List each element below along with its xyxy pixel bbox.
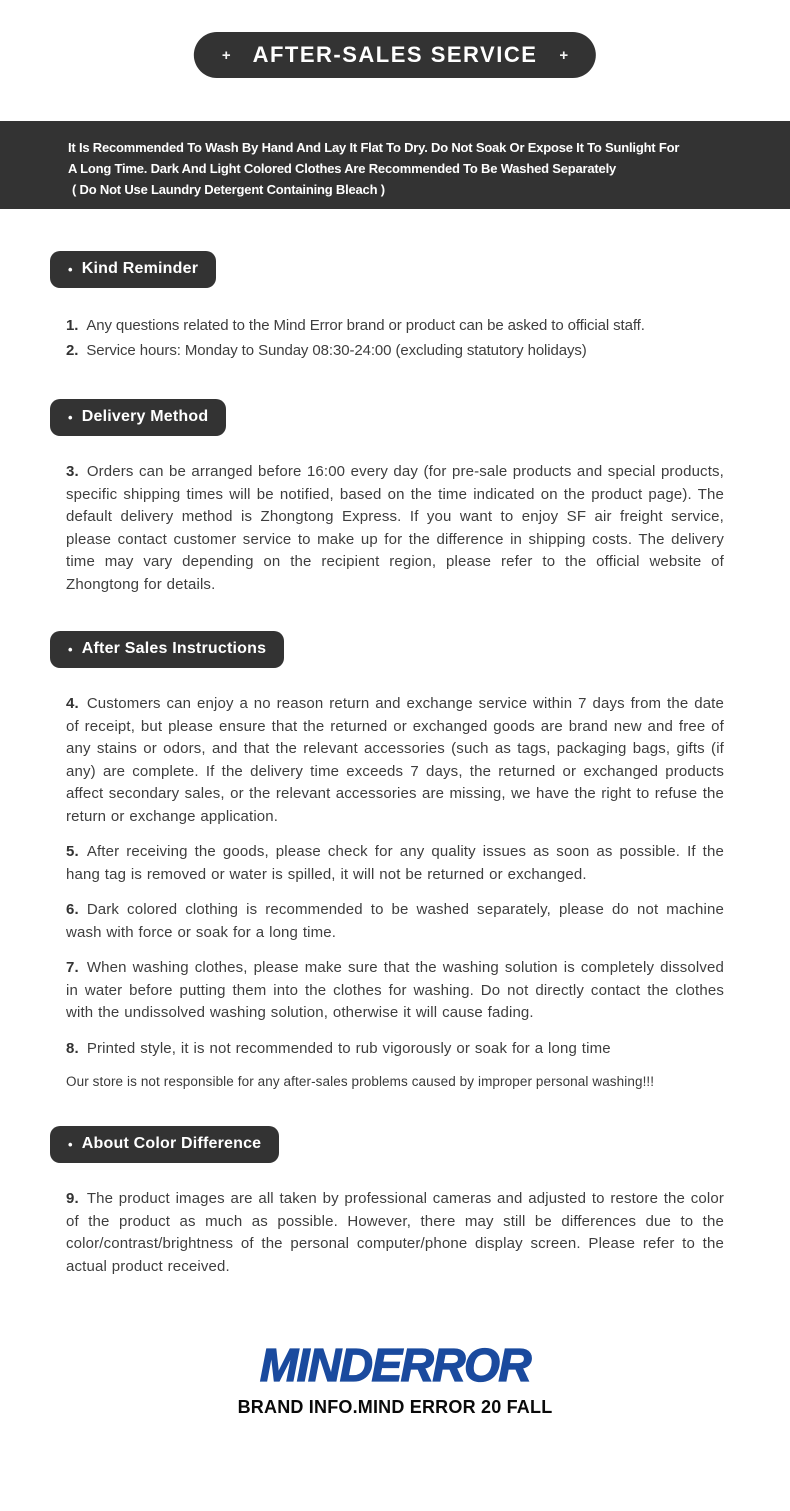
item-text: Customers can enjoy a no reason return and exchange service within 7 days from the date of receipt, but please ensure that the returned or exchanged goods are brand new and free of any stains or odors, and that the relevant accessories (such as tags, packaging bags, gifts (if any) are complete. If the delivery time exceeds 7 days, the returned or exchanged products affect secondary sales, or the relevant accessories are missing, we have the right to refuse the return or exchange application. <box>66 695 724 825</box>
item-number: 2. <box>66 342 79 359</box>
color-difference-title: About Color Difference <box>81 1135 262 1152</box>
kind-reminder-badge <box>50 251 216 288</box>
delivery-method-badge <box>50 399 226 436</box>
kind-reminder-section <box>50 251 740 363</box>
after-sales-items <box>66 693 724 1091</box>
item-text: After receiving the goods, please check for any quality issues as soon as possible. If the hang tag is removed or water is spilled, it will not be returned or exchanged. <box>66 843 724 883</box>
item-number: 3. <box>66 463 79 480</box>
notice-line: A Long Time. Dark And Light Colored Clothes Are Recommended To Be Washed Separately <box>68 161 617 176</box>
list-item <box>66 461 724 596</box>
item-number: 1. <box>66 317 79 334</box>
brand-tagline: BRAND INFO.MIND ERROR 20 FALL <box>237 1397 553 1417</box>
color-difference-items <box>66 1188 724 1278</box>
bullet-icon: • <box>68 261 73 277</box>
color-difference-section <box>50 1126 740 1278</box>
list-item <box>66 1188 724 1278</box>
delivery-method-items <box>66 461 724 596</box>
list-item <box>66 841 724 886</box>
plus-icon: + <box>559 46 569 64</box>
list-item <box>66 1038 724 1061</box>
plus-icon: + <box>221 46 231 64</box>
delivery-method-section <box>50 399 740 596</box>
item-text: Printed style, it is not recommended to rub vigorously or soak for a long time <box>86 1039 611 1057</box>
item-number: 7. <box>66 959 79 976</box>
item-text: Service hours: Monday to Sunday 08:30-24:00 (excluding statutory holidays) <box>86 342 587 359</box>
notice-line: ( Do Not Use Laundry Detergent Containing Bleach ) <box>72 182 385 197</box>
after-sales-instructions-section <box>50 631 740 1091</box>
color-difference-badge <box>50 1126 279 1163</box>
list-item <box>66 313 724 338</box>
list-item <box>66 338 724 363</box>
list-item <box>66 693 724 828</box>
bullet-icon: • <box>68 409 73 425</box>
delivery-method-title: Delivery Method <box>81 408 209 425</box>
item-number: 6. <box>66 901 79 918</box>
bullet-icon: • <box>68 641 73 657</box>
item-text: Any questions related to the Mind Error brand or product can be asked to official staff. <box>86 317 645 334</box>
after-sales-instructions-badge <box>50 631 284 668</box>
item-text: Dark colored clothing is recommended to be washed separately, please do not machine wash with force or soak for a long time. <box>66 901 724 941</box>
page-title: AFTER-SALES SERVICE <box>252 42 538 67</box>
notice-line: It Is Recommended To Wash By Hand And Lay It Flat To Dry. Do Not Soak Or Expose It To Sunlight For <box>68 140 680 155</box>
bullet-icon: • <box>68 1136 73 1152</box>
after-sales-header-pill <box>194 32 596 78</box>
item-text: The product images are all taken by professional cameras and adjusted to restore the color of the product as much as possible. However, there may still be differences due to the color/contrast/brightness of the personal computer/phone display screen. Please refer to the actual product received. <box>66 1190 724 1275</box>
care-notice-banner <box>0 121 790 209</box>
item-number: 9. <box>66 1190 79 1207</box>
item-number: 5. <box>66 843 79 860</box>
list-item <box>66 899 724 944</box>
washing-disclaimer: Our store is not responsible for any after-sales problems caused by improper personal washing!!! <box>66 1074 655 1089</box>
kind-reminder-items <box>66 313 724 363</box>
after-sales-instructions-title: After Sales Instructions <box>81 640 267 657</box>
item-number: 8. <box>66 1039 79 1057</box>
item-number: 4. <box>66 695 79 712</box>
brand-logo: MINDERROR <box>259 1339 531 1391</box>
list-item <box>66 957 724 1025</box>
item-text: Orders can be arranged before 16:00 every day (for pre-sale products and special products, specific shipping times will be notified, based on the time indicated on the product page). The default delivery method is Zhongtong Express. If you want to enjoy SF air freight service, please contact customer service to make up for the difference in shipping costs. The delivery time may vary depending on the recipient region, please refer to the official website of Zhongtong for details. <box>66 463 724 593</box>
kind-reminder-title: Kind Reminder <box>81 260 199 277</box>
item-text: When washing clothes, please make sure that the washing solution is completely dissolved in water before putting them into the clothes for washing. Do not directly contact the clothes with the undissolved washing solution, otherwise it will cause fading. <box>66 959 724 1021</box>
